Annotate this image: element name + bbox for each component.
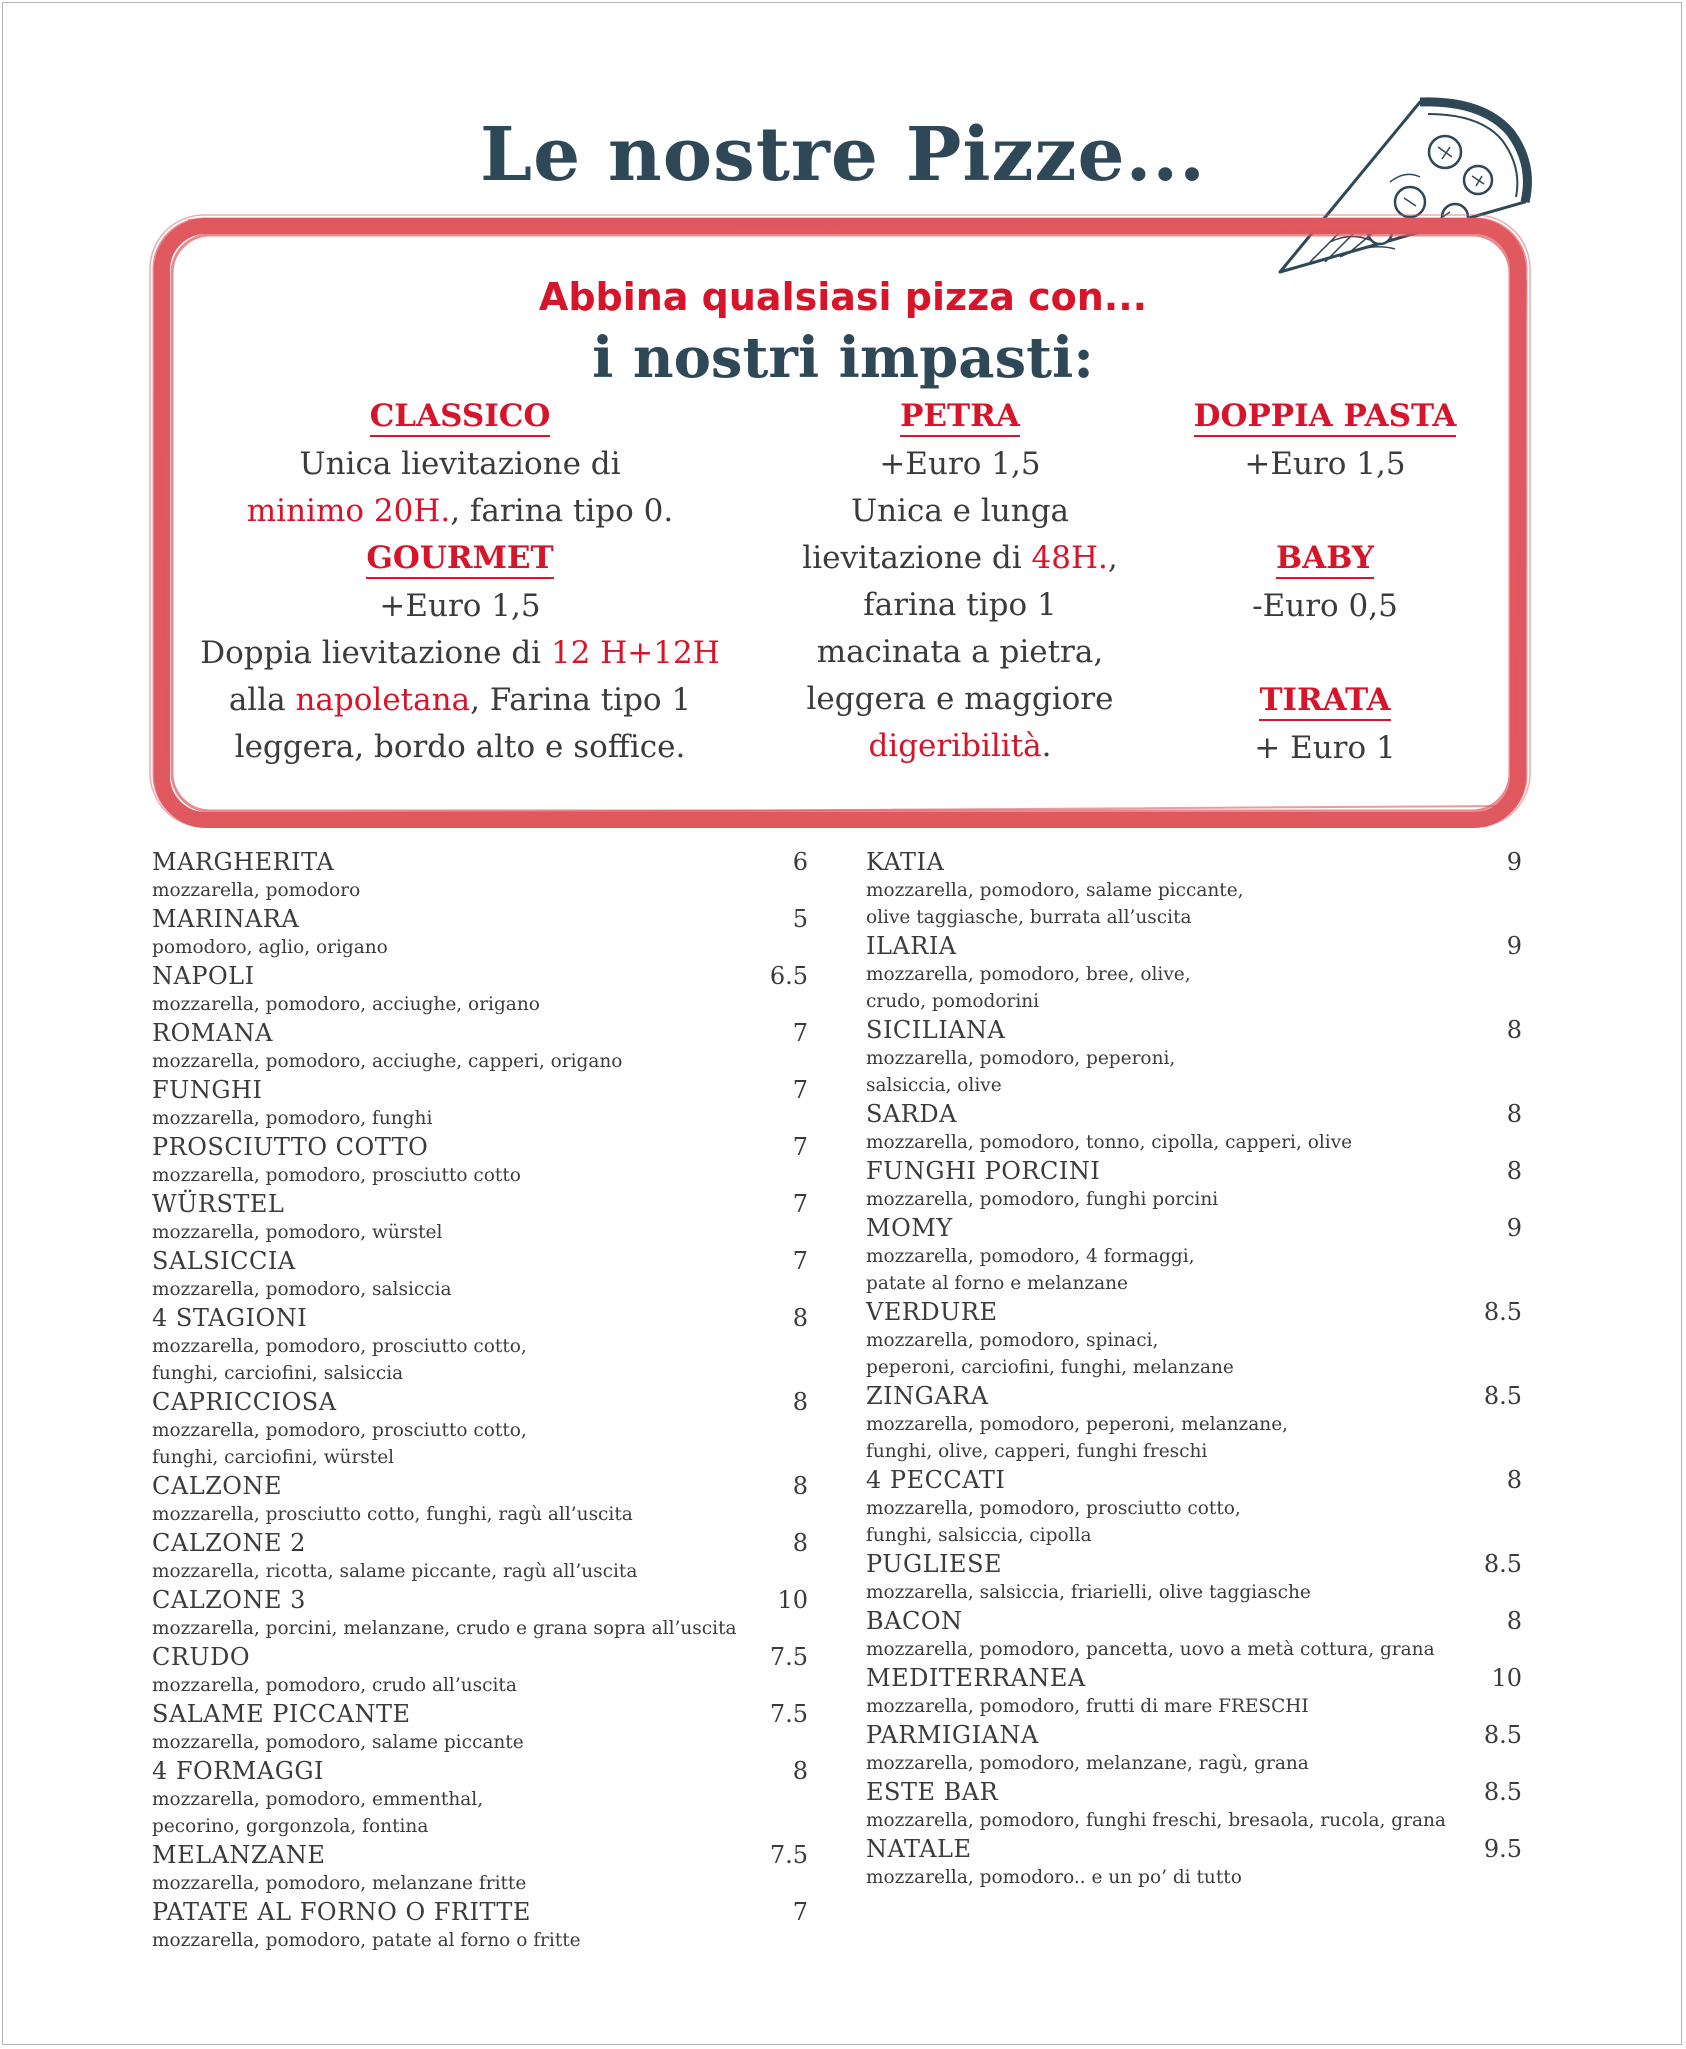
pizza-name: FUNGHI PORCINI — [866, 1157, 1101, 1185]
menu-item-header — [866, 1834, 1522, 1864]
pizza-name: NATALE — [866, 1835, 972, 1863]
menu-item — [866, 1015, 1522, 1099]
menu-item-header — [866, 1663, 1522, 1693]
menu-item — [866, 1834, 1522, 1891]
pizza-ingredients: funghi, carciofini, würstel — [152, 1447, 395, 1468]
pizza-price: 8.5 — [1483, 1721, 1522, 1749]
menu-item-header — [866, 1549, 1522, 1579]
menu-list-right — [866, 847, 1522, 1891]
spacer — [1160, 488, 1490, 535]
impasto-petra-title: PETRA — [900, 397, 1020, 437]
pizza-name: WÜRSTEL — [152, 1190, 285, 1218]
impasto-classico-desc-2: minimo 20H., farina tipo 0. — [246, 493, 674, 529]
pizza-name: MEDITERRANEA — [866, 1664, 1086, 1692]
impasto-classico-desc-1: Unica lievitazione di — [299, 446, 621, 482]
pizza-price: 9 — [1506, 1214, 1522, 1242]
menu-item-header — [152, 1840, 808, 1870]
menu-item — [866, 1720, 1522, 1777]
pizza-name: ZINGARA — [866, 1382, 989, 1410]
impasto-gourmet-price: +Euro 1,5 — [379, 588, 541, 624]
pizza-ingredients: mozzarella, pomodoro, emmenthal, — [152, 1789, 484, 1810]
impasto-column-extras — [1160, 393, 1490, 772]
pizza-ingredients: olive taggiasche, burrata all’uscita — [866, 907, 1192, 928]
pizza-name: CALZONE — [152, 1472, 283, 1500]
pizza-price: 6.5 — [769, 962, 808, 990]
pizza-name: CALZONE 3 — [152, 1586, 306, 1614]
pizza-ingredients: mozzarella, pomodoro.. e un po’ di tutto — [866, 1867, 1242, 1888]
impasto-tirata-title: TIRATA — [1259, 681, 1390, 721]
menu-item — [152, 1018, 808, 1075]
menu-item-header — [152, 847, 808, 877]
pizza-price: 8 — [792, 1529, 808, 1557]
menu-item-header — [152, 904, 808, 934]
menu-item — [152, 1756, 808, 1840]
pizza-ingredients: mozzarella, pomodoro, funghi porcini — [866, 1189, 1219, 1210]
menu-item — [866, 1549, 1522, 1606]
pizza-price: 7 — [792, 1019, 808, 1047]
pizza-name: ESTE BAR — [866, 1778, 999, 1806]
menu-item — [152, 847, 808, 904]
impasto-doppia-pasta-title: DOPPIA PASTA — [1194, 397, 1457, 437]
menu-item-header — [866, 1720, 1522, 1750]
pizza-name: MELANZANE — [152, 1841, 326, 1869]
impasti-subtitle: Abbina qualsiasi pizza con... — [538, 275, 1148, 319]
impasto-petra-price: +Euro 1,5 — [879, 446, 1041, 482]
pizza-ingredients: mozzarella, pomodoro, peperoni, melanzane, — [866, 1414, 1289, 1435]
menu-item-header — [866, 847, 1522, 877]
menu-item-header — [152, 1246, 808, 1276]
pizza-price: 8 — [792, 1304, 808, 1332]
menu-item — [866, 931, 1522, 1015]
menu-item-header — [866, 1156, 1522, 1186]
pizza-ingredients: mozzarella, pomodoro, salame piccante, — [866, 880, 1244, 901]
menu-item — [866, 1297, 1522, 1381]
pizza-ingredients: mozzarella, pomodoro, crudo all’uscita — [152, 1675, 517, 1696]
menu-item — [152, 1897, 808, 1954]
pizza-price: 8.5 — [1483, 1298, 1522, 1326]
menu-item — [152, 1246, 808, 1303]
pizza-price: 8 — [792, 1388, 808, 1416]
menu-item — [152, 1189, 808, 1246]
menu-item-header — [152, 1387, 808, 1417]
menu-item — [152, 1585, 808, 1642]
pizza-name: VERDURE — [866, 1298, 998, 1326]
pizza-name: ILARIA — [866, 932, 957, 960]
impasto-petra-desc-6: digeribilità. — [868, 728, 1052, 764]
pizza-ingredients: mozzarella, pomodoro, würstel — [152, 1222, 443, 1243]
pizza-ingredients: mozzarella, ricotta, salame piccante, ragù all’uscita — [152, 1561, 638, 1582]
impasto-classico-title: CLASSICO — [370, 397, 551, 437]
menu-item-header — [866, 1015, 1522, 1045]
menu-item-header — [152, 1699, 808, 1729]
menu-item-header — [866, 1099, 1522, 1129]
pizza-ingredients: mozzarella, salsiccia, friarielli, olive taggiasche — [866, 1582, 1311, 1603]
impasto-petra-desc-1: Unica e lunga — [850, 493, 1070, 529]
menu-item-header — [152, 1018, 808, 1048]
pizza-price: 7.5 — [769, 1841, 808, 1869]
pizza-ingredients: mozzarella, pomodoro, patate al forno o fritte — [152, 1930, 581, 1951]
pizza-ingredients: pomodoro, aglio, origano — [152, 937, 388, 958]
pizza-name: PATATE AL FORNO O FRITTE — [152, 1898, 531, 1926]
impasto-gourmet-title: GOURMET — [366, 539, 553, 579]
menu-item-header — [866, 1606, 1522, 1636]
pizza-ingredients: funghi, olive, capperi, funghi freschi — [866, 1441, 1208, 1462]
pizza-name: KATIA — [866, 848, 945, 876]
pizza-price: 9 — [1506, 848, 1522, 876]
menu-item-header — [152, 1528, 808, 1558]
pizza-ingredients: funghi, salsiccia, cipolla — [866, 1525, 1092, 1546]
menu-item — [866, 1099, 1522, 1156]
pizza-name: 4 FORMAGGI — [152, 1757, 325, 1785]
menu-item — [152, 1642, 808, 1699]
pizza-price: 9 — [1506, 932, 1522, 960]
pizza-name: MARINARA — [152, 905, 300, 933]
pizza-ingredients: peperoni, carciofini, funghi, melanzane — [866, 1357, 1234, 1378]
pizza-price: 8 — [1506, 1157, 1522, 1185]
pizza-price: 8.5 — [1483, 1382, 1522, 1410]
pizza-name: PARMIGIANA — [866, 1721, 1039, 1749]
menu-item-header — [152, 961, 808, 991]
pizza-name: SALSICCIA — [152, 1247, 296, 1275]
pizza-price: 7.5 — [769, 1643, 808, 1671]
pizza-ingredients: mozzarella, pomodoro, funghi freschi, bresaola, rucola, grana — [866, 1810, 1446, 1831]
pizza-ingredients: mozzarella, pomodoro, prosciutto cotto, — [152, 1336, 527, 1357]
pizza-ingredients: funghi, carciofini, salsiccia — [152, 1363, 404, 1384]
pizza-price: 7 — [792, 1190, 808, 1218]
menu-item — [152, 1387, 808, 1471]
menu-item — [866, 1213, 1522, 1297]
impasto-petra-desc-5: leggera e maggiore — [806, 681, 1114, 717]
menu-item-header — [866, 1297, 1522, 1327]
pizza-ingredients: mozzarella, pomodoro, acciughe, origano — [152, 994, 540, 1015]
impasto-gourmet-desc-3: leggera, bordo alto e soffice. — [234, 729, 686, 765]
pizza-price: 8.5 — [1483, 1550, 1522, 1578]
impasto-column-classico-gourmet — [170, 393, 750, 771]
menu-item — [866, 1465, 1522, 1549]
pizza-name: MOMY — [866, 1214, 953, 1242]
menu-item — [866, 1381, 1522, 1465]
pizza-ingredients: mozzarella, pomodoro — [152, 880, 361, 901]
pizza-price: 6 — [792, 848, 808, 876]
pizza-ingredients: patate al forno e melanzane — [866, 1273, 1129, 1294]
pizza-ingredients: mozzarella, pomodoro, tonno, cipolla, capperi, olive — [866, 1132, 1353, 1153]
pizza-ingredients: mozzarella, pomodoro, prosciutto cotto — [152, 1165, 521, 1186]
pizza-name: CRUDO — [152, 1643, 251, 1671]
pizza-ingredients: mozzarella, pomodoro, prosciutto cotto, — [152, 1420, 527, 1441]
pizza-ingredients: mozzarella, pomodoro, pancetta, uovo a metà cottura, grana — [866, 1639, 1435, 1660]
pizza-ingredients: mozzarella, pomodoro, peperoni, — [866, 1048, 1176, 1069]
impasto-petra-desc-2: lievitazione di 48H., — [802, 540, 1118, 576]
pizza-price: 5 — [792, 905, 808, 933]
pizza-name: SARDA — [866, 1100, 957, 1128]
spacer — [1160, 630, 1490, 677]
menu-item — [152, 904, 808, 961]
pizza-name: 4 STAGIONI — [152, 1304, 308, 1332]
pizza-name: FUNGHI — [152, 1076, 263, 1104]
menu-list-left — [152, 847, 808, 1954]
menu-item-header — [866, 1381, 1522, 1411]
menu-item — [152, 1699, 808, 1756]
menu-item-header — [152, 1471, 808, 1501]
pizza-ingredients: mozzarella, pomodoro, bree, olive, — [866, 964, 1191, 985]
impasto-baby-price: -Euro 0,5 — [1252, 588, 1398, 624]
menu-item — [866, 847, 1522, 931]
menu-item — [152, 1303, 808, 1387]
pizza-name: SALAME PICCANTE — [152, 1700, 411, 1728]
pizza-price: 8 — [1506, 1100, 1522, 1128]
pizza-price: 7 — [792, 1076, 808, 1104]
pizza-ingredients: mozzarella, pomodoro, melanzane fritte — [152, 1873, 527, 1894]
menu-item-header — [152, 1585, 808, 1615]
pizza-ingredients: mozzarella, prosciutto cotto, funghi, ragù all’uscita — [152, 1504, 633, 1525]
pizza-price: 7 — [792, 1133, 808, 1161]
pizza-name: NAPOLI — [152, 962, 255, 990]
menu-item — [866, 1777, 1522, 1834]
pizza-name: PUGLIESE — [866, 1550, 1003, 1578]
pizza-name: BACON — [866, 1607, 963, 1635]
impasto-petra-desc-4: macinata a pietra, — [816, 634, 1104, 670]
pizza-ingredients: salsiccia, olive — [866, 1075, 1002, 1096]
menu-item-header — [152, 1303, 808, 1333]
menu-item — [152, 1528, 808, 1585]
pizza-price: 10 — [1491, 1664, 1522, 1692]
pizza-ingredients: mozzarella, porcini, melanzane, crudo e grana sopra all’uscita — [152, 1618, 737, 1639]
menu-item — [866, 1156, 1522, 1213]
pizza-name: PROSCIUTTO COTTO — [152, 1133, 429, 1161]
menu-item — [152, 961, 808, 1018]
pizza-price: 7 — [792, 1898, 808, 1926]
pizza-price: 8.5 — [1483, 1778, 1522, 1806]
pizza-ingredients: mozzarella, pomodoro, salame piccante — [152, 1732, 524, 1753]
pizza-ingredients: mozzarella, pomodoro, frutti di mare FRESCHI — [866, 1696, 1309, 1717]
menu-item-header — [866, 1213, 1522, 1243]
menu-item-header — [866, 931, 1522, 961]
pizza-ingredients: mozzarella, pomodoro, prosciutto cotto, — [866, 1498, 1241, 1519]
pizza-name: SICILIANA — [866, 1016, 1006, 1044]
pizza-ingredients: mozzarella, pomodoro, salsiccia — [152, 1279, 452, 1300]
menu-item-header — [152, 1897, 808, 1927]
menu-item — [152, 1132, 808, 1189]
pizza-ingredients: pecorino, gorgonzola, fontina — [152, 1816, 429, 1837]
pizza-price: 9.5 — [1483, 1835, 1522, 1863]
impasto-baby-title: BABY — [1276, 539, 1374, 579]
pizza-price: 8 — [1506, 1016, 1522, 1044]
menu-item — [866, 1663, 1522, 1720]
impasto-gourmet-desc-1: Doppia lievitazione di 12 H+12H — [200, 635, 720, 671]
impasto-doppia-pasta-price: +Euro 1,5 — [1244, 446, 1406, 482]
pizza-price: 7.5 — [769, 1700, 808, 1728]
menu-item-header — [866, 1465, 1522, 1495]
pizza-price: 8 — [792, 1472, 808, 1500]
page-title: Le nostre Pizze... — [480, 112, 1206, 198]
pizza-ingredients: mozzarella, pomodoro, 4 formaggi, — [866, 1246, 1195, 1267]
pizza-price: 8 — [1506, 1607, 1522, 1635]
impasto-column-petra — [770, 393, 1150, 770]
pizza-ingredients: mozzarella, pomodoro, acciughe, capperi, origano — [152, 1051, 623, 1072]
impasti-heading: i nostri impasti: — [592, 325, 1094, 391]
menu-item — [152, 1840, 808, 1897]
pizza-price: 10 — [777, 1586, 808, 1614]
pizza-ingredients: mozzarella, pomodoro, melanzane, ragù, grana — [866, 1753, 1309, 1774]
menu-item-header — [152, 1756, 808, 1786]
menu-item-header — [152, 1075, 808, 1105]
menu-item-header — [152, 1642, 808, 1672]
pizza-name: CAPRICCIOSA — [152, 1388, 337, 1416]
menu-item-header — [866, 1777, 1522, 1807]
pizza-ingredients: mozzarella, pomodoro, spinaci, — [866, 1330, 1159, 1351]
pizza-name: ROMANA — [152, 1019, 273, 1047]
impasto-petra-desc-3: farina tipo 1 — [863, 587, 1057, 623]
pizza-name: 4 PECCATI — [866, 1466, 1006, 1494]
pizza-price: 7 — [792, 1247, 808, 1275]
menu-item-header — [152, 1189, 808, 1219]
pizza-ingredients: mozzarella, pomodoro, funghi — [152, 1108, 433, 1129]
menu-item — [866, 1606, 1522, 1663]
menu-item — [152, 1471, 808, 1528]
menu-item — [152, 1075, 808, 1132]
pizza-price: 8 — [1506, 1466, 1522, 1494]
pizza-price: 8 — [792, 1757, 808, 1785]
impasto-gourmet-desc-2: alla napoletana, Farina tipo 1 — [228, 682, 692, 718]
pizza-name: MARGHERITA — [152, 848, 335, 876]
pizza-ingredients: crudo, pomodorini — [866, 991, 1040, 1012]
menu-item-header — [152, 1132, 808, 1162]
pizza-name: CALZONE 2 — [152, 1529, 306, 1557]
impasto-tirata-price: + Euro 1 — [1254, 730, 1396, 766]
